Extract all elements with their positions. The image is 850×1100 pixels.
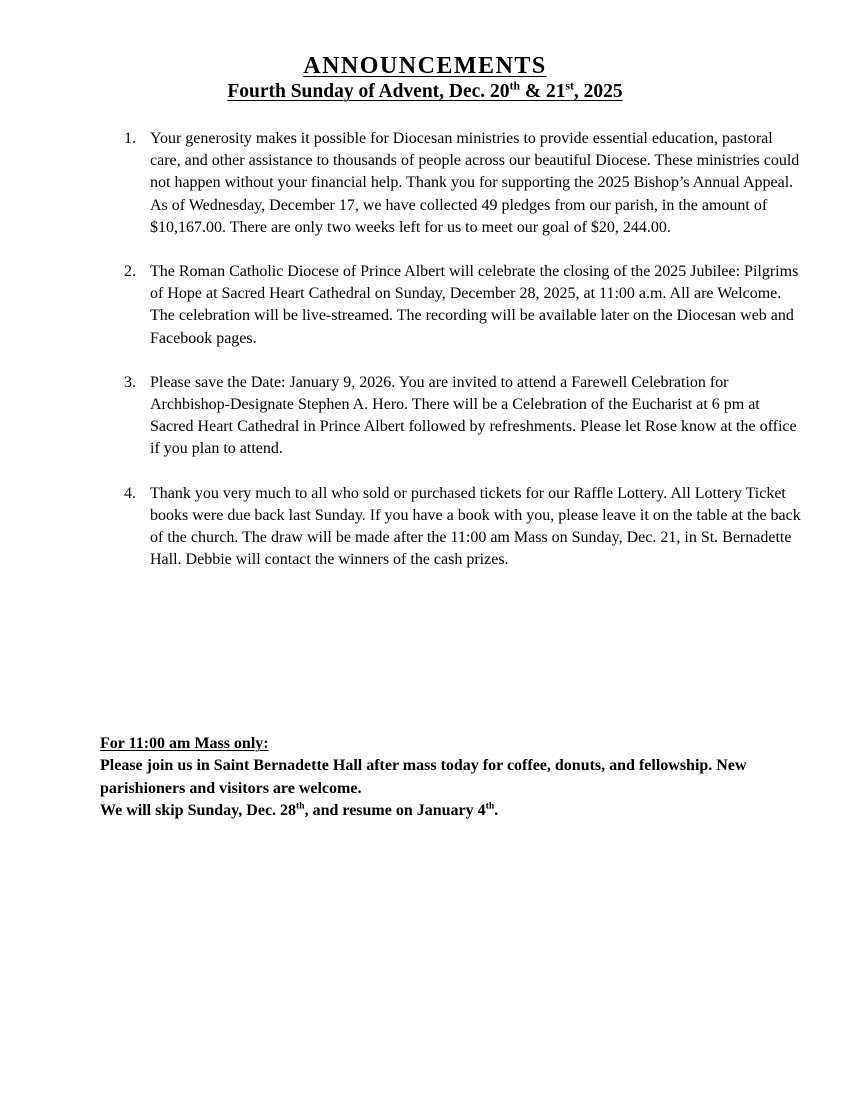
item-number: 3. [124, 373, 136, 391]
line2-sup-th-2: th [485, 800, 495, 812]
item-text: Your generosity makes it possible for Diocesan ministries to provide essential education, pastoral care, and other assistance to thousands of people across our beautiful Diocese. These ministries could not happen without your financial help. Thank you for supporting the 2025 Bishop’s Annual Appeal. As of Wednesday, December 17, we have collected 49 pledges from our parish, in the amount of $10,167.00. There are only two weeks left for us to meet our goal of $20, 244.00. [150, 130, 800, 236]
item-text: The Roman Catholic Diocese of Prince Albert will celebrate the closing of the 2025 Jubilee: Pilgrims of Hope at Sacred Heart Cathedral on Sunday, December 28, 2025, at 11:00 a.m. All are Welcome. The celebration will be live-streamed. The recording will be available later on the Diocesan web and Facebook pages. [150, 263, 799, 347]
item-number: 4. [124, 484, 136, 502]
item-number: 2. [124, 263, 136, 281]
announcement-item [124, 261, 804, 350]
subtitle-line [227, 81, 622, 102]
item-number: 1. [124, 130, 136, 147]
mass-note-line1: Please join us in Saint Bernadette Hall after mass today for coffee, donuts, and fellowship. New parishioners and visitors are welcome. [100, 757, 747, 797]
line2-suffix: . [494, 802, 499, 820]
subtitle-mid: & 21 [519, 81, 566, 102]
title-text: ANNOUNCEMENTS [303, 53, 547, 79]
page-subtitle [0, 80, 850, 104]
item-text: Thank you very much to all who sold or purchased tickets for our Raffle Lottery. All Lottery Ticket books were due back last Sunday. If you have a book with you, please leave it on the table at the back of the church. The draw will be made after the 11:00 am Mass on Sunday, Dec. 21, in St. Bernadette Hall. Debbie will contact the winners of the cash prizes. [150, 484, 801, 569]
mass-note-line2 [100, 800, 800, 822]
announcement-item [124, 128, 804, 239]
subtitle-sup-th: th [509, 79, 520, 93]
subtitle-sup-st: st [565, 79, 574, 93]
announcement-list [124, 128, 804, 593]
item-text: Please save the Date: January 9, 2026. You are invited to attend a Farewell Celebration for Archbishop-Designate Stephen A. Hero. There will be a Celebration of the Eucharist at 6 pm at Sacred Heart Cathedral in Prince Albert followed by refreshments. Please let Rose know at the office if you plan to attend. [150, 373, 797, 458]
mass-note [100, 733, 800, 823]
line2-prefix: We will skip Sunday, Dec. 28 [100, 802, 297, 820]
line2-mid: , and resume on January 4 [304, 802, 486, 820]
subtitle-prefix: Fourth Sunday of Advent, Dec. 20 [227, 81, 510, 102]
subtitle-suffix: , 2025 [573, 81, 623, 102]
page-title [0, 52, 850, 80]
announcement-item [124, 372, 804, 461]
line2-sup-th: th [296, 800, 305, 812]
announcement-item [124, 483, 804, 572]
mass-note-heading: For 11:00 am Mass only: [100, 735, 269, 752]
